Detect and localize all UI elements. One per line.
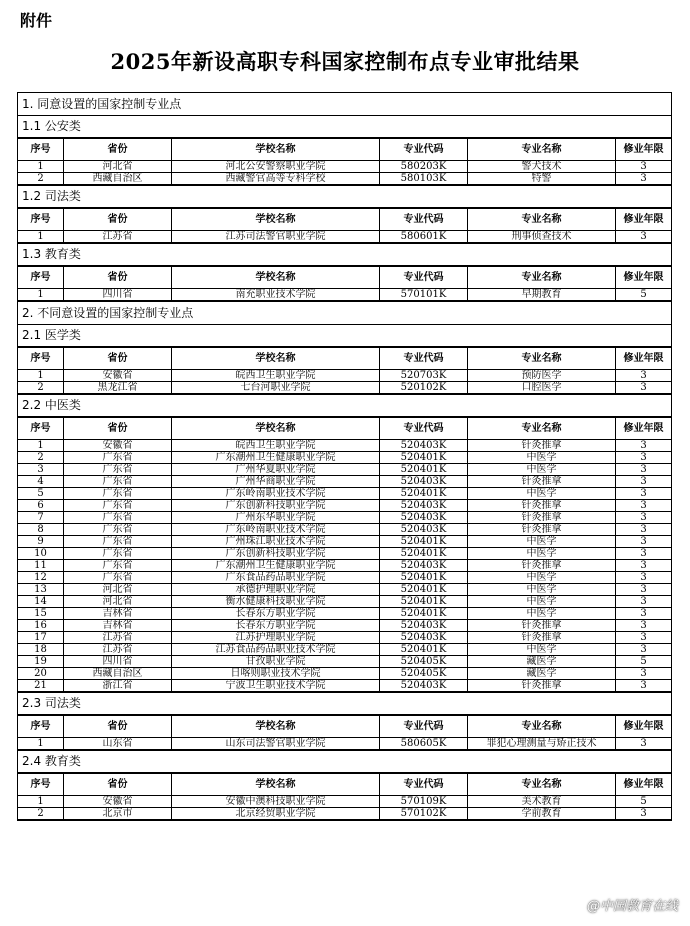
table-row: [18, 596, 672, 608]
cell-major: 中医学: [468, 488, 616, 500]
column-header: 序号: [18, 138, 64, 161]
cell-index: 5: [18, 488, 64, 500]
section-title: 1. 同意设置的国家控制专业点: [18, 93, 672, 116]
cell-province: 河北省: [64, 584, 172, 596]
table-row: [18, 173, 672, 186]
table-row: [18, 382, 672, 395]
table-row: [18, 512, 672, 524]
column-header: 修业年限: [616, 417, 672, 440]
cell-years: 3: [616, 536, 672, 548]
cell-major: 针灸推拿: [468, 560, 616, 572]
cell-index: 1: [18, 738, 64, 751]
cell-major: 针灸推拿: [468, 632, 616, 644]
column-header: 专业代码: [380, 417, 468, 440]
cell-index: 4: [18, 476, 64, 488]
column-header: 省份: [64, 417, 172, 440]
category-heading-row: [18, 394, 672, 417]
column-header: 专业名称: [468, 715, 616, 738]
cell-years: 3: [616, 644, 672, 656]
cell-index: 20: [18, 668, 64, 680]
column-header: 专业代码: [380, 138, 468, 161]
cell-major: 针灸推拿: [468, 476, 616, 488]
cell-years: 3: [616, 548, 672, 560]
cell-years: 3: [616, 620, 672, 632]
table-row: [18, 572, 672, 584]
cell-major: 早期教育: [468, 289, 616, 302]
cell-index: 1: [18, 796, 64, 808]
category-heading-row: [18, 185, 672, 208]
document-title: 2025年新设高职专科国家控制布点专业审批结果: [110, 49, 580, 74]
cell-years: 5: [616, 289, 672, 302]
cell-index: 14: [18, 596, 64, 608]
table-row: [18, 656, 672, 668]
cell-school: 河北公安警察职业学院: [172, 161, 380, 173]
cell-province: 山东省: [64, 738, 172, 751]
cell-index: 1: [18, 231, 64, 244]
cell-index: 21: [18, 680, 64, 693]
column-header: 省份: [64, 138, 172, 161]
cell-province: 北京市: [64, 808, 172, 821]
column-header: 专业名称: [468, 138, 616, 161]
cell-province: 广东省: [64, 476, 172, 488]
cell-school: 南充职业技术学院: [172, 289, 380, 302]
cell-code: 570101K: [380, 289, 468, 302]
column-header: 专业代码: [380, 208, 468, 231]
cell-school: 长春东方职业学院: [172, 608, 380, 620]
table-row: [18, 536, 672, 548]
column-header: 修业年限: [616, 208, 672, 231]
table-row: [18, 231, 672, 244]
cell-code: 520401K: [380, 584, 468, 596]
cell-province: 广东省: [64, 464, 172, 476]
cell-years: 3: [616, 440, 672, 452]
cell-years: 3: [616, 500, 672, 512]
cell-province: 安徽省: [64, 796, 172, 808]
cell-province: 河北省: [64, 596, 172, 608]
column-header: 省份: [64, 347, 172, 370]
cell-years: 3: [616, 464, 672, 476]
cell-years: 3: [616, 738, 672, 751]
cell-index: 13: [18, 584, 64, 596]
category-heading-row: [18, 750, 672, 773]
cell-school: 七台河职业学院: [172, 382, 380, 395]
cell-major: 警犬技术: [468, 161, 616, 173]
cell-province: 广东省: [64, 500, 172, 512]
cell-province: 安徽省: [64, 370, 172, 382]
cell-school: 承德护理职业学院: [172, 584, 380, 596]
table-row: [18, 500, 672, 512]
cell-province: 广东省: [64, 560, 172, 572]
cell-province: 广东省: [64, 536, 172, 548]
cell-code: 580601K: [380, 231, 468, 244]
column-header-row: [18, 715, 672, 738]
approval-results-table-container: [17, 92, 671, 821]
section-title: 2. 不同意设置的国家控制专业点: [18, 301, 672, 325]
table-row: [18, 161, 672, 173]
cell-school: 甘孜职业学院: [172, 656, 380, 668]
cell-province: 江苏省: [64, 231, 172, 244]
cell-major: 刑事侦查技术: [468, 231, 616, 244]
cell-years: 3: [616, 632, 672, 644]
cell-index: 12: [18, 572, 64, 584]
cell-province: 浙江省: [64, 680, 172, 693]
attachment-label: 附件: [20, 11, 53, 30]
cell-major: 针灸推拿: [468, 680, 616, 693]
cell-major: 针灸推拿: [468, 512, 616, 524]
cell-province: 黑龙江省: [64, 382, 172, 395]
cell-code: 520403K: [380, 440, 468, 452]
table-row: [18, 808, 672, 821]
cell-code: 520405K: [380, 668, 468, 680]
category-title: 2.1 医学类: [18, 325, 672, 348]
cell-major: 预防医学: [468, 370, 616, 382]
table-row: [18, 560, 672, 572]
column-header: 学校名称: [172, 417, 380, 440]
cell-school: 江苏护理职业学院: [172, 632, 380, 644]
category-heading-row: [18, 243, 672, 266]
cell-province: 广东省: [64, 524, 172, 536]
category-heading-row: [18, 325, 672, 348]
column-header: 序号: [18, 715, 64, 738]
cell-major: 藏医学: [468, 656, 616, 668]
cell-code: 520403K: [380, 524, 468, 536]
cell-major: 口腔医学: [468, 382, 616, 395]
cell-code: 520401K: [380, 536, 468, 548]
cell-years: 3: [616, 173, 672, 186]
cell-code: 520403K: [380, 512, 468, 524]
table-row: [18, 452, 672, 464]
table-row: [18, 584, 672, 596]
table-row: [18, 370, 672, 382]
table-row: [18, 608, 672, 620]
column-header: 专业名称: [468, 208, 616, 231]
cell-school: 广州珠江职业技术学院: [172, 536, 380, 548]
cell-province: 江苏省: [64, 644, 172, 656]
column-header-row: [18, 773, 672, 796]
cell-years: 3: [616, 808, 672, 821]
table-row: [18, 440, 672, 452]
column-header: 序号: [18, 266, 64, 289]
cell-major: 中医学: [468, 644, 616, 656]
cell-code: 520401K: [380, 608, 468, 620]
cell-years: 3: [616, 668, 672, 680]
cell-school: 北京经贸职业学院: [172, 808, 380, 821]
cell-province: 吉林省: [64, 620, 172, 632]
table-row: [18, 476, 672, 488]
column-header-row: [18, 208, 672, 231]
cell-school: 广东创新科技职业学院: [172, 500, 380, 512]
cell-major: 学前教育: [468, 808, 616, 821]
cell-years: 3: [616, 512, 672, 524]
table-row: [18, 524, 672, 536]
column-header: 修业年限: [616, 715, 672, 738]
cell-school: 安徽中澳科技职业学院: [172, 796, 380, 808]
cell-code: 520403K: [380, 500, 468, 512]
column-header: 学校名称: [172, 266, 380, 289]
cell-code: 520401K: [380, 464, 468, 476]
column-header: 序号: [18, 417, 64, 440]
cell-code: 520401K: [380, 452, 468, 464]
column-header: 省份: [64, 773, 172, 796]
column-header: 专业名称: [468, 266, 616, 289]
column-header: 专业名称: [468, 417, 616, 440]
column-header: 专业名称: [468, 347, 616, 370]
column-header-row: [18, 266, 672, 289]
cell-code: 520401K: [380, 572, 468, 584]
cell-school: 广东食品药品职业学院: [172, 572, 380, 584]
cell-index: 17: [18, 632, 64, 644]
column-header: 序号: [18, 773, 64, 796]
column-header-row: [18, 417, 672, 440]
cell-index: 15: [18, 608, 64, 620]
approval-results-table: [17, 92, 672, 821]
category-title: 1.3 教育类: [18, 243, 672, 266]
cell-major: 中医学: [468, 536, 616, 548]
cell-province: 四川省: [64, 289, 172, 302]
column-header: 专业代码: [380, 773, 468, 796]
cell-index: 2: [18, 173, 64, 186]
cell-school: 广东创新科技职业学院: [172, 548, 380, 560]
cell-code: 520401K: [380, 644, 468, 656]
cell-major: 中医学: [468, 548, 616, 560]
cell-school: 广东潮州卫生健康职业学院: [172, 452, 380, 464]
cell-years: 3: [616, 231, 672, 244]
cell-major: 针灸推拿: [468, 440, 616, 452]
column-header: 修业年限: [616, 138, 672, 161]
cell-index: 1: [18, 440, 64, 452]
column-header: 学校名称: [172, 208, 380, 231]
cell-years: 3: [616, 382, 672, 395]
cell-province: 吉林省: [64, 608, 172, 620]
cell-school: 广东岭南职业技术学院: [172, 524, 380, 536]
cell-years: 3: [616, 524, 672, 536]
table-row: [18, 620, 672, 632]
table-row: [18, 680, 672, 693]
column-header: 省份: [64, 715, 172, 738]
column-header: 专业代码: [380, 347, 468, 370]
cell-years: 5: [616, 796, 672, 808]
column-header: 省份: [64, 266, 172, 289]
cell-code: 520401K: [380, 596, 468, 608]
cell-index: 2: [18, 382, 64, 395]
table-row: [18, 464, 672, 476]
table-row: [18, 488, 672, 500]
column-header: 修业年限: [616, 773, 672, 796]
cell-years: 3: [616, 560, 672, 572]
source-watermark: @中国教育在线: [586, 899, 678, 914]
cell-index: 1: [18, 370, 64, 382]
column-header: 修业年限: [616, 266, 672, 289]
cell-code: 580605K: [380, 738, 468, 751]
cell-school: 皖西卫生职业学院: [172, 440, 380, 452]
cell-province: 西藏自治区: [64, 173, 172, 186]
cell-province: 江苏省: [64, 632, 172, 644]
cell-school: 江苏食品药品职业技术学院: [172, 644, 380, 656]
category-title: 2.2 中医类: [18, 394, 672, 417]
column-header: 学校名称: [172, 138, 380, 161]
column-header: 专业代码: [380, 715, 468, 738]
cell-years: 3: [616, 608, 672, 620]
column-header: 专业名称: [468, 773, 616, 796]
cell-index: 8: [18, 524, 64, 536]
cell-code: 570102K: [380, 808, 468, 821]
cell-major: 针灸推拿: [468, 524, 616, 536]
cell-index: 2: [18, 452, 64, 464]
cell-code: 570109K: [380, 796, 468, 808]
cell-years: 3: [616, 452, 672, 464]
category-heading-row: [18, 692, 672, 715]
cell-index: 6: [18, 500, 64, 512]
cell-province: 广东省: [64, 488, 172, 500]
cell-years: 3: [616, 488, 672, 500]
section-heading-row: [18, 301, 672, 325]
category-title: 1.1 公安类: [18, 116, 672, 139]
cell-major: 藏医学: [468, 668, 616, 680]
cell-code: 520403K: [380, 680, 468, 693]
cell-school: 山东司法警官职业学院: [172, 738, 380, 751]
cell-years: 3: [616, 370, 672, 382]
cell-school: 皖西卫生职业学院: [172, 370, 380, 382]
cell-school: 日喀则职业技术学院: [172, 668, 380, 680]
column-header: 序号: [18, 347, 64, 370]
column-header: 学校名称: [172, 347, 380, 370]
cell-index: 9: [18, 536, 64, 548]
cell-province: 西藏自治区: [64, 668, 172, 680]
category-title: 2.3 司法类: [18, 692, 672, 715]
category-heading-row: [18, 116, 672, 139]
cell-index: 16: [18, 620, 64, 632]
table-row: [18, 632, 672, 644]
cell-code: 520403K: [380, 560, 468, 572]
cell-years: 3: [616, 476, 672, 488]
cell-school: 衡水健康科技职业学院: [172, 596, 380, 608]
cell-code: 520403K: [380, 620, 468, 632]
cell-years: 3: [616, 584, 672, 596]
cell-school: 西藏警官高等专科学校: [172, 173, 380, 186]
cell-school: 广东潮州卫生健康职业学院: [172, 560, 380, 572]
table-row: [18, 738, 672, 751]
cell-years: 3: [616, 572, 672, 584]
cell-index: 18: [18, 644, 64, 656]
cell-school: 长春东方职业学院: [172, 620, 380, 632]
cell-school: 广州东华职业学院: [172, 512, 380, 524]
cell-index: 3: [18, 464, 64, 476]
cell-years: 3: [616, 161, 672, 173]
cell-school: 宁波卫生职业技术学院: [172, 680, 380, 693]
cell-code: 580103K: [380, 173, 468, 186]
cell-school: 广州华夏职业学院: [172, 464, 380, 476]
cell-school: 广东岭南职业技术学院: [172, 488, 380, 500]
cell-school: 广州华商职业学院: [172, 476, 380, 488]
cell-code: 520405K: [380, 656, 468, 668]
cell-index: 19: [18, 656, 64, 668]
category-title: 1.2 司法类: [18, 185, 672, 208]
cell-major: 美术教育: [468, 796, 616, 808]
column-header-row: [18, 347, 672, 370]
cell-major: 特警: [468, 173, 616, 186]
cell-code: 520401K: [380, 488, 468, 500]
cell-province: 安徽省: [64, 440, 172, 452]
cell-province: 四川省: [64, 656, 172, 668]
cell-code: 520703K: [380, 370, 468, 382]
cell-province: 广东省: [64, 452, 172, 464]
section-heading-row: [18, 93, 672, 116]
cell-code: 580203K: [380, 161, 468, 173]
column-header: 学校名称: [172, 715, 380, 738]
cell-index: 1: [18, 289, 64, 302]
cell-province: 广东省: [64, 512, 172, 524]
cell-index: 7: [18, 512, 64, 524]
cell-code: 520403K: [380, 632, 468, 644]
cell-index: 10: [18, 548, 64, 560]
cell-years: 5: [616, 656, 672, 668]
table-row: [18, 644, 672, 656]
cell-code: 520401K: [380, 548, 468, 560]
table-row: [18, 548, 672, 560]
cell-province: 广东省: [64, 572, 172, 584]
cell-index: 11: [18, 560, 64, 572]
column-header-row: [18, 138, 672, 161]
cell-major: 中医学: [468, 608, 616, 620]
cell-major: 中医学: [468, 596, 616, 608]
cell-major: 针灸推拿: [468, 620, 616, 632]
category-title: 2.4 教育类: [18, 750, 672, 773]
cell-school: 江苏司法警官职业学院: [172, 231, 380, 244]
cell-province: 广东省: [64, 548, 172, 560]
column-header: 序号: [18, 208, 64, 231]
cell-index: 1: [18, 161, 64, 173]
column-header: 省份: [64, 208, 172, 231]
table-row: [18, 796, 672, 808]
cell-years: 3: [616, 596, 672, 608]
cell-major: 针灸推拿: [468, 500, 616, 512]
table-row: [18, 289, 672, 302]
column-header: 专业代码: [380, 266, 468, 289]
cell-years: 3: [616, 680, 672, 693]
cell-code: 520102K: [380, 382, 468, 395]
cell-major: 中医学: [468, 584, 616, 596]
cell-province: 河北省: [64, 161, 172, 173]
column-header: 学校名称: [172, 773, 380, 796]
cell-code: 520403K: [380, 476, 468, 488]
cell-major: 罪犯心理测量与矫正技术: [468, 738, 616, 751]
cell-major: 中医学: [468, 464, 616, 476]
table-row: [18, 668, 672, 680]
cell-major: 中医学: [468, 452, 616, 464]
column-header: 修业年限: [616, 347, 672, 370]
cell-index: 2: [18, 808, 64, 821]
cell-major: 中医学: [468, 572, 616, 584]
